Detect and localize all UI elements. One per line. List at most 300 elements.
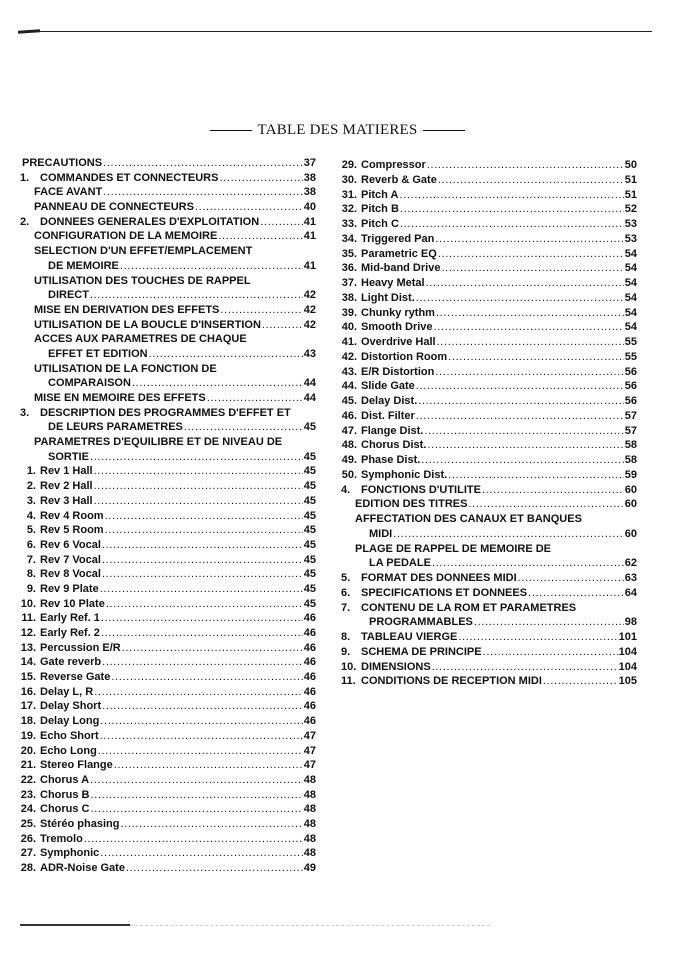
- toc-entry-title: Smooth Drive: [361, 321, 433, 334]
- toc-entry: [20, 758, 316, 773]
- toc-entry-number: 31.: [341, 188, 357, 201]
- toc-entry-title: Rev 3 Hall: [40, 494, 93, 507]
- toc-entry-title: Overdrive Hall: [361, 336, 436, 348]
- toc-entry-page: 38: [303, 171, 316, 184]
- toc-entry-page: 48: [303, 803, 316, 816]
- toc-entry-title: SPECIFICATIONS ET DONNEES: [361, 586, 528, 599]
- toc-entry-number: 36.: [341, 262, 357, 275]
- toc-entry-title: Pitch A: [361, 188, 399, 201]
- toc-entry-title: MISE EN DERIVATION DES EFFETS: [34, 303, 220, 316]
- toc-entry-page: 45: [303, 421, 316, 434]
- toc-entry-number: 1.: [26, 465, 36, 478]
- toc-entry-title: E/R Distortion: [361, 365, 435, 378]
- toc-entry-number: 5.: [26, 524, 36, 537]
- toc-leader-dots: [424, 424, 623, 439]
- toc-leader-dots: [518, 571, 624, 586]
- toc-entry-number: 22.: [20, 773, 36, 786]
- toc-entry-title: COMMANDES ET CONNECTEURS: [40, 171, 219, 184]
- toc-entry: [20, 582, 316, 597]
- toc-entry: [20, 156, 316, 171]
- toc-entry-number: 2.: [26, 480, 36, 493]
- toc-entry: [341, 261, 637, 276]
- toc-entry-title: PLAGE DE RAPPEL DE MEMOIRE DE: [355, 542, 551, 555]
- toc-leader-dots: [103, 156, 303, 171]
- toc-entry-number: 16.: [20, 685, 36, 698]
- toc-entry-number: 9.: [26, 582, 36, 595]
- toc-entry-title: Rev 8 Vocal: [40, 568, 101, 581]
- toc-entry-number: 2.: [20, 215, 30, 228]
- toc-entry-number: 40.: [341, 321, 357, 334]
- toc-entry-number: 8.: [26, 568, 36, 581]
- toc-column-right: [341, 158, 637, 689]
- toc-entry: [20, 391, 316, 406]
- toc-entry-number: 29.: [341, 159, 357, 171]
- toc-entry-page: 50: [624, 159, 637, 171]
- toc-entry-title: DE LEURS PARAMETRES: [48, 421, 183, 434]
- toc-entry: [341, 615, 637, 630]
- toc-entry-number: 21.: [20, 759, 36, 772]
- toc-entry: [20, 699, 316, 714]
- toc-leader-dots: [393, 527, 624, 542]
- toc-leader-dots: [103, 185, 303, 200]
- toc-entry: [20, 215, 316, 230]
- toc-entry-page: 59: [624, 468, 637, 481]
- toc-entry-page: 40: [303, 201, 316, 214]
- toc-entry-title: Rev 7 Vocal: [40, 553, 101, 566]
- toc-entry: [20, 200, 316, 215]
- toc-entry: [341, 188, 637, 203]
- toc-entry-page: 51: [624, 188, 637, 201]
- toc-entry-title: Phase Dist.: [361, 454, 421, 466]
- toc-leader-dots: [102, 655, 303, 670]
- toc-entry: [20, 523, 316, 538]
- toc-entry: [20, 685, 316, 700]
- toc-entry-page: 48: [303, 788, 316, 801]
- toc-entry: [341, 202, 637, 217]
- toc-leader-dots: [418, 394, 624, 409]
- toc-entry-page: 41: [303, 230, 316, 243]
- toc-leader-dots: [448, 468, 624, 483]
- toc-entry-title: Pitch B: [361, 203, 399, 216]
- toc-entry-title: DIMENSIONS: [361, 660, 431, 673]
- toc-entry-number: 44.: [341, 380, 357, 393]
- toc-entry-title: Parametric EQ: [361, 247, 437, 260]
- toc-entry: [20, 597, 316, 612]
- toc-entry: [341, 453, 637, 468]
- toc-column-left: [20, 156, 316, 876]
- bottom-rule: [20, 924, 130, 926]
- toc-entry: [341, 586, 637, 601]
- toc-leader-dots: [122, 641, 303, 656]
- toc-entry-title: Rev 4 Room: [40, 509, 104, 522]
- toc-entry: [20, 288, 316, 303]
- toc-entry: [341, 468, 637, 483]
- toc-entry: [341, 409, 637, 424]
- toc-entry: [341, 438, 637, 453]
- toc-entry: [20, 641, 316, 656]
- toc-entry-page: 41: [303, 215, 316, 228]
- toc-entry: [20, 553, 316, 568]
- toc-entry-title: TABLEAU VIERGE: [361, 631, 458, 643]
- toc-leader-dots: [102, 538, 303, 553]
- toc-entry-title: Symphonic: [40, 847, 100, 860]
- toc-entry-page: 63: [624, 572, 637, 584]
- toc-entry: [20, 861, 316, 876]
- toc-leader-dots: [84, 832, 303, 847]
- toc-entry: [20, 714, 316, 729]
- toc-entry-title: DE MEMOIRE: [48, 259, 119, 272]
- toc-entry-number: 7.: [341, 601, 351, 614]
- toc-entry-number: 8.: [341, 631, 351, 643]
- toc-leader-dots: [434, 320, 624, 335]
- toc-entry-title: Rev 9 Plate: [40, 582, 99, 595]
- top-rule: [22, 31, 652, 32]
- toc-entry-page: 55: [624, 336, 637, 348]
- toc-entry-page: 45: [303, 494, 316, 507]
- toc-entry-number: 19.: [20, 729, 36, 742]
- toc-entry-page: 45: [303, 450, 316, 463]
- toc-entry-page: 62: [624, 557, 637, 570]
- toc-entry-title: Symphonic Dist.: [361, 468, 448, 481]
- toc-entry: [20, 802, 316, 817]
- toc-entry-number: 20.: [20, 744, 36, 757]
- page-title: TABLE DES MATIERES: [257, 122, 418, 138]
- toc-entry-number: 50.: [341, 468, 357, 481]
- toc-entry-title: Echo Long: [40, 744, 97, 757]
- toc-entry-title: AFFECTATION DES CANAUX ET BANQUES: [355, 513, 582, 525]
- toc-entry-title: Percussion E/R: [40, 641, 121, 654]
- toc-entry: [20, 274, 316, 289]
- toc-leader-dots: [427, 438, 623, 453]
- toc-entry-page: 41: [303, 259, 316, 272]
- toc-leader-dots: [91, 802, 303, 817]
- toc-entry: [341, 645, 637, 660]
- toc-entry-title: Triggered Pan: [361, 232, 435, 245]
- toc-entry-title: Gate reverb: [40, 656, 102, 669]
- toc-entry: [341, 527, 637, 542]
- toc-leader-dots: [184, 420, 303, 435]
- toc-entry-page: 58: [624, 454, 637, 466]
- toc-entry-page: 46: [303, 641, 316, 654]
- toc-entry: [341, 542, 637, 557]
- toc-entry: [20, 347, 316, 362]
- toc-leader-dots: [474, 615, 624, 630]
- toc-entry-number: 5.: [341, 572, 351, 584]
- toc-entry: [341, 674, 637, 689]
- toc-entry-title: CONTENU DE LA ROM ET PARAMETRES: [361, 601, 577, 614]
- toc-entry: [341, 571, 637, 586]
- toc-entry-page: 54: [624, 291, 637, 304]
- toc-entry-number: 47.: [341, 424, 357, 437]
- toc-leader-dots: [400, 188, 624, 203]
- toc-entry-page: 45: [303, 538, 316, 551]
- toc-entry: [20, 362, 316, 377]
- toc-leader-dots: [468, 497, 623, 512]
- toc-entry-page: 53: [624, 218, 637, 230]
- toc-entry-number: 11.: [341, 675, 356, 688]
- toc-entry: [341, 365, 637, 380]
- toc-entry-title: ACCES AUX PARAMETRES DE CHAQUE: [34, 333, 247, 346]
- toc-entry: [20, 729, 316, 744]
- toc-leader-dots: [219, 171, 302, 186]
- toc-entry-title: PRECAUTIONS: [22, 157, 103, 169]
- toc-entry-page: 46: [303, 685, 316, 698]
- toc-entry-page: 51: [624, 173, 637, 186]
- toc-entry-title: Chorus C: [40, 803, 90, 816]
- toc-entry-title: Stereo Flange: [40, 759, 113, 772]
- toc-entry-title: Stéréo phasing: [40, 817, 120, 830]
- toc-entry: [341, 320, 637, 335]
- toc-leader-dots: [400, 202, 624, 217]
- toc-entry-number: 33.: [341, 218, 357, 230]
- toc-entry: [341, 601, 637, 616]
- toc-entry-title: Chunky rythm: [361, 306, 435, 319]
- toc-leader-dots: [91, 788, 303, 803]
- toc-leader-dots: [94, 464, 303, 479]
- toc-entry-number: 6.: [341, 586, 351, 599]
- toc-entry: [20, 171, 316, 186]
- toc-leader-dots: [400, 217, 624, 232]
- toc-entry: [341, 335, 637, 350]
- toc-leader-dots: [458, 630, 617, 645]
- toc-entry: [20, 185, 316, 200]
- toc-leader-dots: [218, 229, 302, 244]
- page-title-group: [210, 122, 466, 139]
- toc-entry-page: 44: [303, 377, 316, 390]
- toc-entry: [20, 788, 316, 803]
- toc-entry: [341, 512, 637, 527]
- toc-leader-dots: [220, 303, 302, 318]
- toc-leader-dots: [114, 758, 303, 773]
- toc-entry: [20, 318, 316, 333]
- toc-entry-page: 47: [303, 729, 316, 742]
- toc-entry-number: 30.: [341, 173, 357, 186]
- toc-entry: [341, 394, 637, 409]
- toc-entry-page: 47: [303, 744, 316, 757]
- toc-entry-number: 26.: [20, 832, 36, 845]
- toc-entry-page: 101: [618, 631, 637, 643]
- toc-entry: [20, 846, 316, 861]
- toc-entry-page: 38: [303, 186, 316, 199]
- toc-entry: [341, 276, 637, 291]
- title-dash-left: [210, 130, 252, 131]
- toc-entry-page: 47: [303, 759, 316, 772]
- toc-entry: [341, 232, 637, 247]
- toc-entry-page: 58: [624, 439, 637, 452]
- toc-entry-page: 56: [624, 380, 637, 393]
- toc-entry-number: 6.: [26, 538, 36, 551]
- bottom-rule-faint: [130, 925, 490, 926]
- toc-entry-number: 49.: [341, 454, 357, 466]
- toc-entry: [20, 259, 316, 274]
- toc-entry: [20, 538, 316, 553]
- toc-entry-title: MIDI: [369, 527, 393, 540]
- toc-leader-dots: [195, 200, 303, 215]
- toc-leader-dots: [435, 232, 623, 247]
- toc-entry-title: PARAMETRES D'EQUILIBRE ET DE NIVEAU DE: [34, 436, 283, 449]
- toc-entry-title: Pitch C: [361, 218, 399, 230]
- toc-entry-title: Light Dist.: [361, 291, 415, 304]
- toc-entry-page: 60: [624, 498, 637, 511]
- toc-entry-page: 54: [624, 277, 637, 289]
- toc-entry-page: 46: [303, 627, 316, 639]
- toc-entry: [20, 450, 316, 465]
- toc-entry-page: 57: [624, 424, 637, 437]
- toc-entry-title: Rev 2 Hall: [40, 480, 93, 493]
- toc-entry-page: 46: [303, 700, 316, 713]
- toc-entry: [20, 303, 316, 318]
- toc-entry-number: 38.: [341, 291, 357, 304]
- toc-entry-page: 49: [303, 862, 316, 874]
- toc-entry: [341, 291, 637, 306]
- toc-entry-page: 42: [303, 289, 316, 302]
- toc-entry-title: PROGRAMMABLES: [369, 616, 473, 629]
- toc-entry-title: Chorus Dist.: [361, 439, 427, 452]
- toc-entry-page: 45: [303, 597, 316, 610]
- toc-entry-title: FONCTIONS D'UTILITE: [361, 483, 481, 496]
- toc-entry-number: 10.: [341, 660, 357, 673]
- toc-entry-title: Echo Short: [40, 729, 99, 742]
- toc-leader-dots: [100, 714, 302, 729]
- toc-leader-dots: [207, 391, 303, 406]
- toc-entry-title: Early Ref. 1: [40, 612, 100, 625]
- toc-entry: [20, 817, 316, 832]
- toc-entry-title: Chorus A: [40, 773, 90, 786]
- toc-leader-dots: [543, 674, 618, 689]
- toc-entry-number: 43.: [341, 365, 357, 378]
- toc-entry-page: 57: [624, 409, 637, 422]
- toc-entry-page: 45: [303, 509, 316, 522]
- toc-entry-number: 42.: [341, 350, 357, 363]
- toc-entry-page: 43: [303, 347, 316, 360]
- toc-entry: [341, 306, 637, 321]
- toc-entry-title: Rev 5 Room: [40, 524, 104, 537]
- toc-leader-dots: [149, 347, 303, 362]
- toc-entry-title: Delay Long: [40, 715, 100, 728]
- toc-entry: [20, 494, 316, 509]
- toc-entry: [20, 464, 316, 479]
- toc-leader-dots: [132, 376, 303, 391]
- toc-entry-page: 53: [624, 232, 637, 245]
- toc-entry-page: 45: [303, 480, 316, 493]
- toc-entry: [20, 406, 316, 421]
- toc-entry: [341, 497, 637, 512]
- toc-entry-page: 45: [303, 553, 316, 566]
- toc-entry-page: 54: [624, 321, 637, 334]
- toc-entry-page: 44: [303, 392, 316, 404]
- toc-entry-title: Heavy Metal: [361, 277, 425, 289]
- toc-entry-number: 28.: [20, 862, 36, 874]
- toc-entry-title: Reverse Gate: [40, 671, 111, 684]
- toc-entry-page: 46: [303, 671, 316, 684]
- toc-entry-number: 37.: [341, 277, 357, 289]
- toc-entry: [20, 509, 316, 524]
- toc-entry-title: Rev 6 Vocal: [40, 538, 101, 551]
- toc-entry: [20, 244, 316, 259]
- toc-entry: [20, 435, 316, 450]
- toc-leader-dots: [90, 288, 303, 303]
- toc-entry-title: Distortion Room: [361, 350, 448, 363]
- toc-leader-dots: [102, 553, 303, 568]
- toc-leader-dots: [448, 350, 624, 365]
- toc-leader-dots: [432, 660, 618, 675]
- toc-entry: [20, 655, 316, 670]
- toc-entry-title: Early Ref. 2: [40, 627, 100, 639]
- toc-leader-dots: [94, 494, 303, 509]
- toc-entry: [20, 376, 316, 391]
- toc-entry: [20, 479, 316, 494]
- toc-leader-dots: [260, 215, 303, 230]
- toc-entry-title: DONNEES GENERALES D'EXPLOITATION: [40, 215, 260, 228]
- toc-leader-dots: [441, 261, 623, 276]
- toc-entry-title: DESCRIPTION DES PROGRAMMES D'EFFET ET: [40, 406, 291, 419]
- toc-entry: [20, 744, 316, 759]
- toc-entry: [20, 567, 316, 582]
- toc-entry-number: 32.: [341, 203, 357, 216]
- toc-entry: [341, 350, 637, 365]
- toc-leader-dots: [126, 861, 303, 876]
- toc-entry: [341, 173, 637, 188]
- toc-entry-number: 23.: [20, 788, 36, 801]
- toc-entry-page: 48: [303, 847, 316, 860]
- title-dash-right: [423, 130, 465, 131]
- toc-entry-page: 55: [624, 350, 637, 363]
- toc-entry-number: 14.: [20, 656, 36, 669]
- toc-leader-dots: [100, 582, 303, 597]
- toc-entry-title: LA PEDALE: [369, 557, 431, 570]
- toc-leader-dots: [90, 773, 303, 788]
- toc-entry-page: 45: [303, 568, 316, 581]
- toc-entry: [20, 420, 316, 435]
- toc-entry-page: 54: [624, 262, 637, 275]
- toc-entry-number: 12.: [20, 627, 36, 639]
- top-rule-mark: [18, 29, 40, 34]
- toc-leader-dots: [416, 409, 624, 424]
- toc-entry-number: 24.: [20, 803, 36, 816]
- toc-leader-dots: [90, 450, 303, 465]
- toc-entry-title: DIRECT: [48, 289, 89, 302]
- toc-entry-title: Tremolo: [40, 832, 83, 845]
- toc-entry-title: Chorus B: [40, 788, 90, 801]
- toc-entry-title: Delay Dist.: [361, 395, 418, 407]
- toc-entry-number: 11.: [21, 612, 36, 625]
- toc-leader-dots: [438, 247, 624, 262]
- toc-entry-page: 54: [624, 306, 637, 319]
- toc-entry-page: 104: [618, 660, 637, 673]
- toc-leader-dots: [421, 453, 623, 468]
- toc-entry-number: 25.: [20, 817, 36, 830]
- toc-entry-title: Compressor: [361, 159, 426, 171]
- toc-entry-number: 46.: [341, 409, 357, 422]
- toc-entry-page: 45: [303, 465, 316, 478]
- toc-entry-number: 34.: [341, 232, 357, 245]
- toc-entry-number: 10.: [20, 597, 36, 610]
- toc-entry-title: EDITION DES TITRES: [355, 498, 468, 511]
- toc-entry-title: SELECTION D'UN EFFET/EMPLACEMENT: [34, 245, 253, 258]
- toc-leader-dots: [102, 567, 303, 582]
- toc-leader-dots: [416, 291, 624, 306]
- toc-entry: [20, 229, 316, 244]
- toc-leader-dots: [111, 670, 302, 685]
- toc-leader-dots: [98, 744, 303, 759]
- toc-entry-number: 45.: [341, 395, 357, 407]
- toc-entry: [341, 379, 637, 394]
- toc-leader-dots: [416, 379, 624, 394]
- toc-entry: [20, 611, 316, 626]
- toc-leader-dots: [106, 597, 303, 612]
- toc-entry-number: 18.: [20, 715, 36, 728]
- toc-leader-dots: [94, 685, 303, 700]
